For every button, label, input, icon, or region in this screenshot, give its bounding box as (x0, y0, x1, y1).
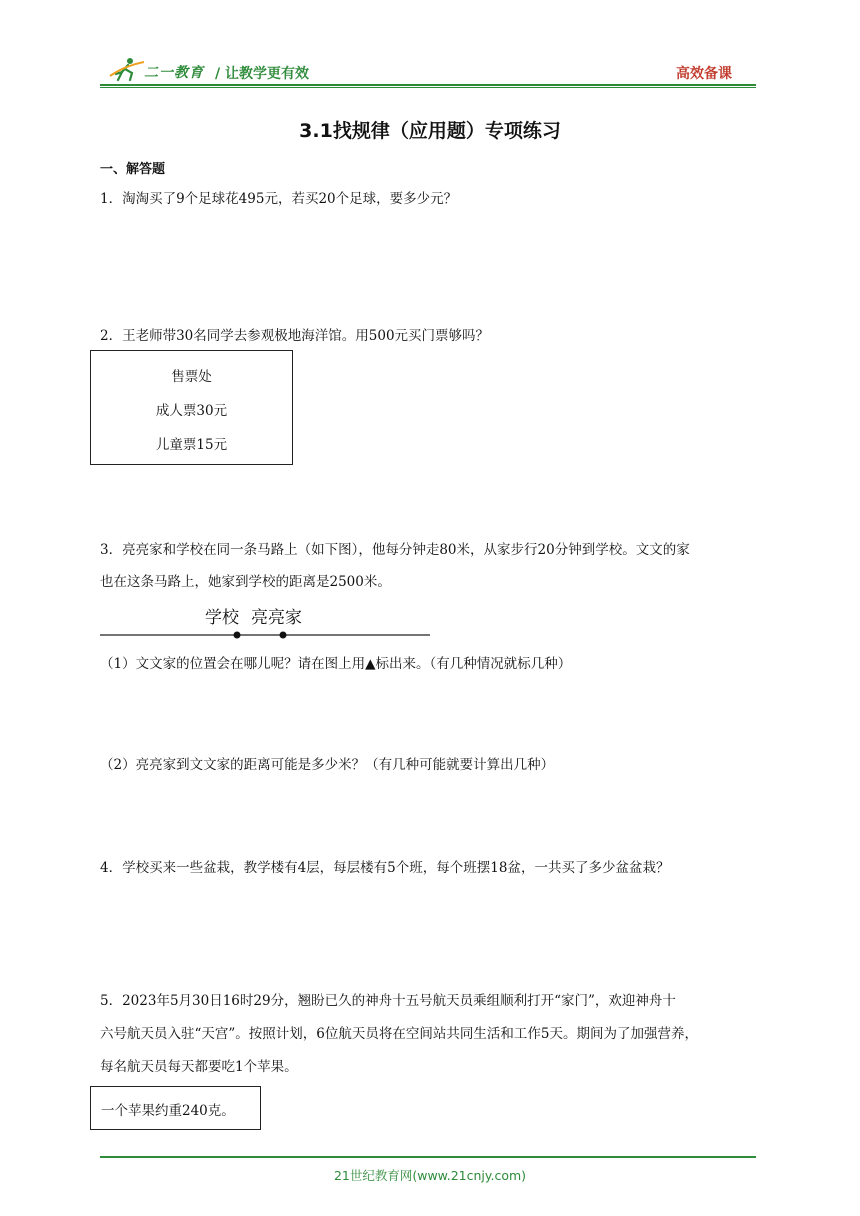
page-title: 3.1找规律（应用题）专项练习 (299, 120, 561, 142)
logo-text: 二一教育 (144, 65, 204, 81)
question-4: 4．学校买来一些盆栽，教学楼有4层，每层楼有5个班，每个班摆18盆，一共买了多少盆盆栽？ (100, 860, 670, 876)
brand-right: 高效备课 (676, 66, 732, 82)
question-2: 2．王老师带30名同学去参观极地海洋馆。用500元买门票够吗？ (100, 328, 490, 344)
diagram-label-home: 亮亮家 (251, 608, 302, 628)
question-5-line-3: 每名航天员每天都要吃1个苹果。 (100, 1059, 298, 1075)
adult-ticket-price: 成人票30元 (155, 403, 228, 419)
ticket-box-title: 售票处 (171, 369, 212, 385)
apple-box (90, 1086, 261, 1130)
diagram-label-school: 学校 (205, 608, 239, 628)
question-3-sub-2: （2）亮亮家到文文家的距离可能是多少米？（有几种可能就要计算出几种） (100, 757, 555, 773)
runner-logo-icon (108, 56, 148, 82)
home-point (280, 632, 287, 639)
question-5-line-2: 六号航天员入驻“天宫”。按照计划，6位航天员将在空间站共同生活和工作5天。期间为了加强营养， (100, 1026, 698, 1042)
question-5-line-1: 5．2023年5月30日16时29分，翘盼已久的神舟十五号航天员乘组顺利打开“家门”，欢迎神舟十 (100, 993, 676, 1009)
child-ticket-price: 儿童票15元 (155, 437, 228, 453)
question-1: 1．淘淘买了9个足球花495元，若买20个足球，要多少元？ (100, 191, 458, 207)
header-divider (100, 84, 756, 86)
ticket-box (90, 350, 293, 465)
apple-weight-text: 一个苹果约重240克。 (101, 1103, 235, 1119)
header-divider-thin (100, 87, 756, 88)
section-heading: 一、解答题 (100, 162, 166, 177)
question-3-line-2: 也在这条马路上，她家到学校的距离是2500米。 (100, 574, 391, 590)
question-3-line-1: 3．亮亮家和学校在同一条马路上（如下图），他每分钟走80米，从家步行20分钟到学校。文文的家 (100, 542, 690, 558)
question-3-sub-1: （1）文文家的位置会在哪儿呢？请在图上用▲标出来。（有几种情况就标几种） (100, 656, 572, 672)
school-point (234, 632, 241, 639)
road-diagram (100, 626, 432, 642)
slogan: / 让教学更有效 (215, 66, 309, 82)
footer-divider (100, 1156, 756, 1158)
footer-text: 21世纪教育网(www.21cnjy.com) (333, 1168, 527, 1183)
